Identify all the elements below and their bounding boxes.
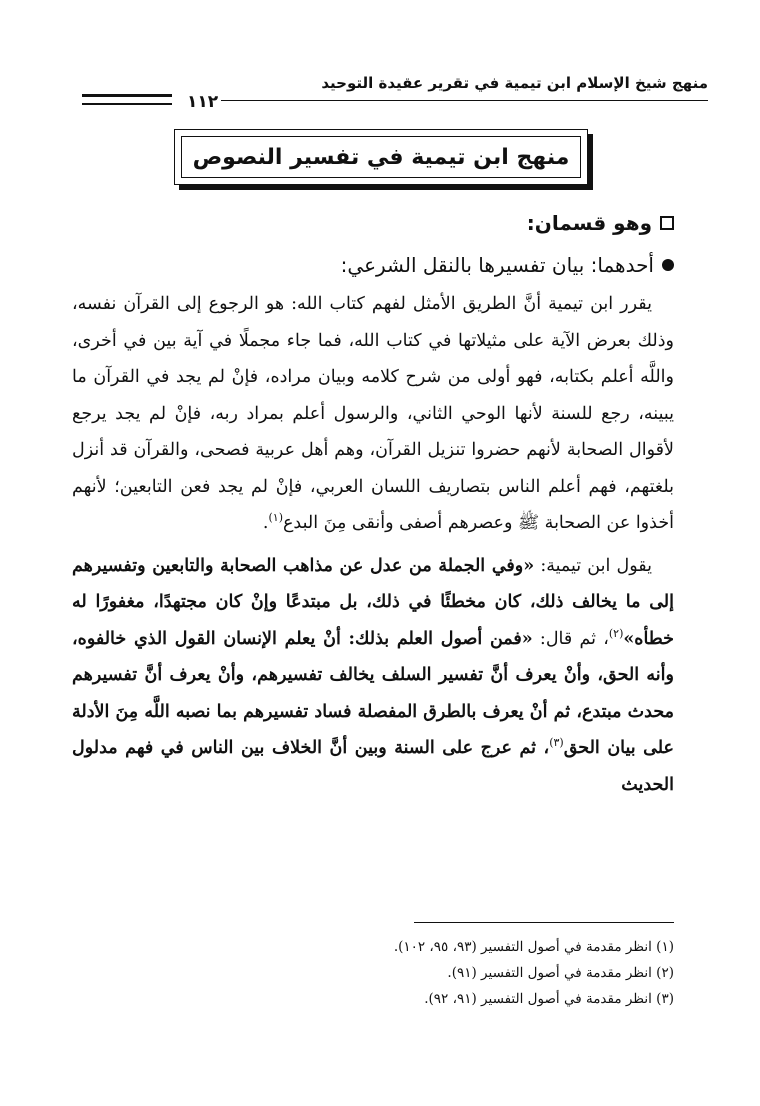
intro-heading: وهو قسمان: [526,211,652,235]
section-title-box [174,129,588,185]
footnote-2: (٢) انظر مقدمة في أصول التفسير (٩١). [447,965,674,981]
footnote-ref-3: (٣) [549,736,564,750]
paragraph-2-intro: يقول ابن تيمية: [534,555,652,576]
quote-1: «وفي الجملة من عدل عن مذاهب الصحابة والتابعين وتفسيرهم إلى ما يخالف ذلك، كان مخطئًا في ذلك، بل مبتدعًا وإنْ كان مجتهدًا، مغفورًا له خطأه» [72,555,674,649]
footnote-ref-2: (٢) [608,626,624,640]
square-bullet-icon [660,216,674,230]
header-rule [212,100,708,101]
footnote-ref-1: (١) [268,511,283,525]
running-header [82,74,708,114]
round-bullet-icon [662,259,674,271]
paragraph-1: يقرر ابن تيمية أنَّ الطريق الأمثل لفهم كتاب الله: هو الرجوع إلى القرآن نفسه، وذلك بعرض الآية على مثيلاتها في كتاب الله، فما جاء مجملًا في آية بين في أخرى، واللَّه أعلم بكتابه، فهو أولى من شرح كلامه وبيان مراده، فإنْ لم يجد في القرآن ما يبينه، رجع للسنة لأنها الوحي الثاني، والرسول أعلم بمراد ربه، فإنْ لم يجد يرجع لأقوال الصحابة لأنهم حضروا تنزيل القرآن، وهم أهل عربية فصحى، والقرآن قد أنزل بلغتهم، فهم أعلم الناس بتصاريف اللسان العربي، فإنْ لم يجد فعن التابعين؛ لأنهم أخذوا عن الصحابة ﷺ وعصرهم أصفى وأنقى مِنَ البدع$^{(١)}$. [72,294,674,533]
intro-heading-line [72,206,674,240]
paragraph-2 [72,548,674,804]
header-ornament [82,94,172,108]
footnote-1: (١) انظر مقدمة في أصول التفسير (٩٣، ٩٥، ١٠٢). [393,939,674,955]
paragraph-2-ending: ، ثم عرج على السنة وبين أنَّ الخلاف بين الناس في فهم مدلول الحديث [72,738,674,795]
book-title: منهج شيخ الإسلام ابن تيمية في تقرير عقيدة التوحيد [321,74,708,92]
footnotes [72,934,674,1012]
first-part-heading-line [72,248,674,282]
page-body [72,206,674,803]
section-title: منهج ابن تيمية في تفسير النصوص [192,144,570,170]
paragraph-2-connector: ، ثم قال: [532,628,609,649]
quote-2: «فمن أصول العلم بذلك: أنْ يعلم الإنسان القول الذي خالفوه، وأنه الحق، وأنْ يعرف أنَّ تفسير السلف يخالف تفسيرهم، وأنْ يعرف أنَّ تفسيرهم محدث مبتدع، ثم أنْ يعرف بالطرق المفصلة فساد تفسيرهم بما نصبه اللَّه مِنَ الأدلة على بيان الحق [72,628,674,758]
first-part-heading: أحدهما: بيان تفسيرها بالنقل الشرعي: [340,253,654,277]
paragraph-1-text: يقرر ابن تيمية أنَّ الطريق الأمثل لفهم كتاب الله: هو الرجوع إلى القرآن نفسه، وذلك بعرض الآية على مثيلاتها في كتاب الله، فما جاء مجملًا في آية بين في أخرى، واللَّه أعلم بكتابه، فهو أولى من شرح كلامه وبيان مراده، فإنْ لم يجد في القرآن ما يبينه، رجع للسنة لأنها الوحي الثاني، والرسول أعلم بمراد ربه، فإنْ لم يجد يرجع لأقوال الصحابة لأنهم حضروا تنزيل القرآن، وهم أهل عربية فصحى، والقرآن قد أنزل بلغتهم، فهم أعلم الناس بتصاريف اللسان العربي، فإنْ لم يجد فعن التابعين؛ لأنهم أخذوا عن الصحابة ﷺ وعصرهم أصفى وأنقى مِنَ البدع [72,294,674,533]
footnote-3: (٣) انظر مقدمة في أصول التفسير (٩١، ٩٢). [424,991,674,1007]
footnote-separator [414,922,674,923]
page-number: ١١٢ [184,92,221,112]
